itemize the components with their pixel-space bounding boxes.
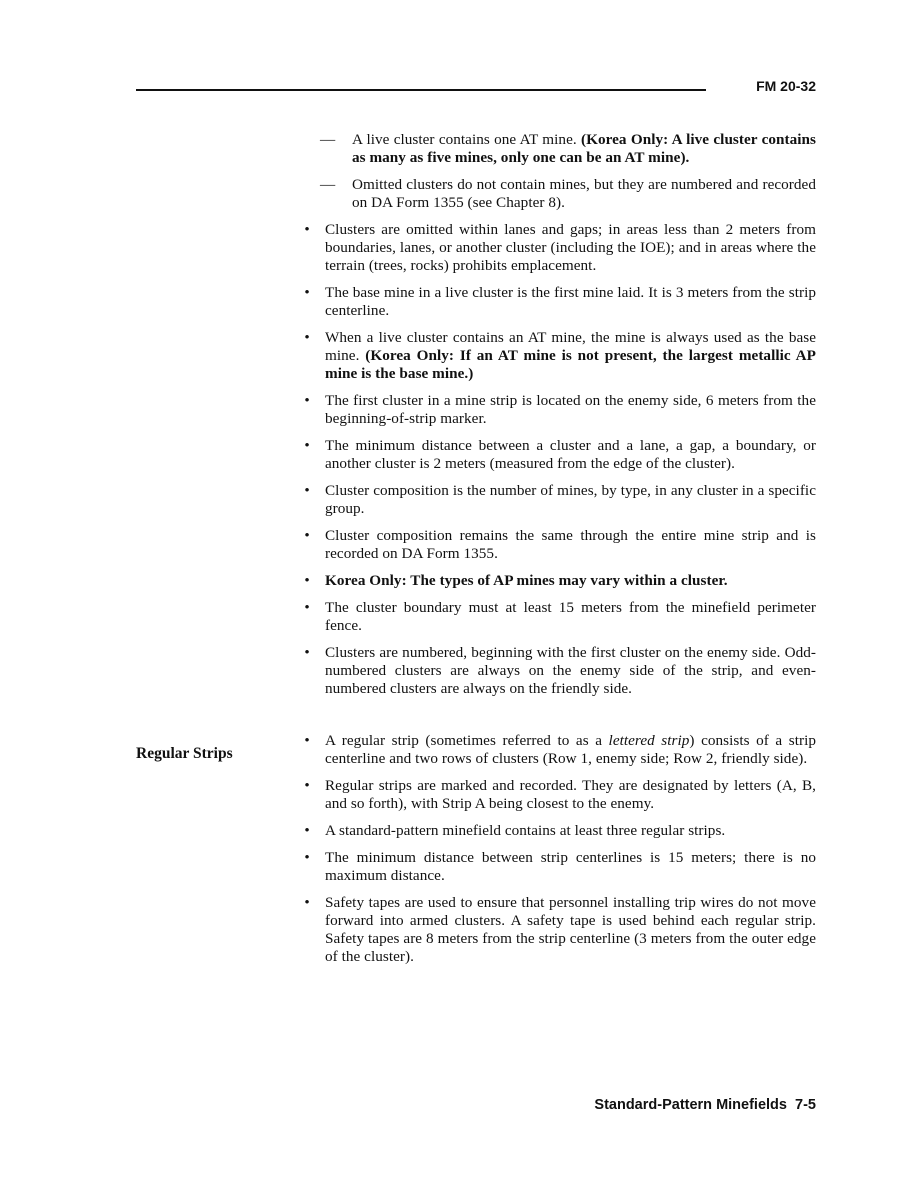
bullet-list-item [296,644,816,698]
bullet-list-item [296,732,816,768]
bullet-marker: • [304,221,310,238]
text-run: Regular strips are marked and recorded. They are designated by letters (A, B, and so forth), with Strip A being closest to the enemy. [325,777,816,812]
text-run: A live cluster contains one AT mine. [352,131,581,148]
bullet-list-top [296,131,816,698]
text-run: Cluster composition is the number of mines, by type, in any cluster in a specific group. [325,482,816,517]
dash-list-item [296,131,816,167]
list-item-text [352,176,816,212]
bullet-marker: • [304,329,310,346]
bullet-list-item [296,572,816,590]
text-run: Safety tapes are used to ensure that personnel installing trip wires do not move forward into armed clusters. A safety tape is used behind each regular strip. Safety tapes are 8 meters from the strip centerline (3 meters from the outer edge of the cluster). [325,894,816,965]
list-item-text [325,849,816,885]
list-item-text [325,572,816,590]
bullet-marker: • [304,437,310,454]
dash-marker: — [320,131,336,148]
bullet-marker: • [304,732,310,749]
bullet-list-item [296,329,816,383]
bullet-list-item [296,822,816,840]
list-item-text [325,894,816,966]
bullet-marker: • [304,894,310,911]
list-item-text [352,131,816,167]
bullet-list-item [296,777,816,813]
text-run: A regular strip (sometimes referred to as a [325,732,609,749]
text-run: Cluster composition remains the same through the entire mine strip and is recorded on DA Form 1355. [325,527,816,562]
list-item-text [325,527,816,563]
text-run: The minimum distance between strip centerlines is 15 meters; there is no maximum distance. [325,849,816,884]
bullet-marker: • [304,527,310,544]
text-run: The first cluster in a mine strip is located on the enemy side, 6 meters from the beginning-of-strip marker. [325,392,816,427]
italic-text: lettered strip [608,732,690,749]
page-body [296,131,816,975]
bold-text: Korea Only: The types of AP mines may vary within a cluster. [325,572,728,589]
text-run: ) consists of a strip centerline and two rows of clusters (Row 1, enemy side; Row 2, friendly side). [325,732,816,767]
list-item-text [325,822,816,840]
bullet-marker: • [304,482,310,499]
bold-text: (Korea Only: If an AT mine is not present, the largest metallic AP mine is the base mine.) [325,347,817,382]
bullet-marker: • [304,392,310,409]
bullet-marker: • [304,849,310,866]
bullet-marker: • [304,644,310,661]
section-spacer [296,707,816,732]
bullet-marker: • [304,599,310,616]
bullet-list-item [296,221,816,275]
dash-marker: — [320,176,336,193]
bullet-list-item [296,527,816,563]
bullet-list-item [296,599,816,635]
dash-list-item [296,176,816,212]
bullet-list-item [296,284,816,320]
bullet-list-item [296,482,816,518]
text-run: Omitted clusters do not contain mines, but they are numbered and recorded on DA Form 1355 (see Chapter 8). [352,176,816,211]
text-run: The minimum distance between a cluster and a lane, a gap, a boundary, or another cluster is 2 meters (measured from the edge of the cluster). [325,437,816,472]
bullet-list-regular-strips [296,732,816,966]
page-footer [500,1097,816,1113]
text-run: The base mine in a live cluster is the first mine laid. It is 3 meters from the strip centerline. [325,284,816,319]
list-item-text [325,732,816,768]
footer-chapter-title: Standard-Pattern Minefields [594,1097,787,1113]
footer-page-number: 7-5 [795,1097,816,1113]
list-item-text [325,437,816,473]
list-item-text [325,482,816,518]
section-heading: Regular Strips [136,745,233,762]
list-item-text [325,644,816,698]
bullet-list-item [296,437,816,473]
bullet-list-item [296,894,816,966]
header-label: FM 20-32 [756,78,816,94]
header-rule [136,89,706,91]
list-item-text [325,777,816,813]
text-run: A standard-pattern minefield contains at least three regular strips. [325,822,726,839]
list-item-text [325,599,816,635]
list-item-text [325,221,816,275]
bullet-marker: • [304,572,310,589]
bullet-marker: • [304,822,310,839]
bullet-list-item [296,849,816,885]
text-run: The cluster boundary must at least 15 meters from the minefield perimeter fence. [325,599,816,634]
list-item-text [325,392,816,428]
bullet-list-item [296,392,816,428]
bullet-marker: • [304,777,310,794]
list-item-text [325,329,816,383]
text-run: Clusters are numbered, beginning with the first cluster on the enemy side. Odd-numbered clusters are always on the enemy side of the strip, and even-numbered clusters are always on the friendly side. [325,644,816,697]
text-run: When a live cluster contains an AT mine, the mine is always used as the base mine. [325,329,816,364]
list-item-text [325,284,816,320]
bullet-marker: • [304,284,310,301]
text-run: Clusters are omitted within lanes and gaps; in areas less than 2 meters from boundaries, lanes, or another cluster (including the IOE); and in areas where the terrain (trees, rocks) prohibits emplacement. [325,221,816,274]
bold-text: (Korea Only: A live cluster contains as many as five mines, only one can be an AT mine). [352,131,816,166]
